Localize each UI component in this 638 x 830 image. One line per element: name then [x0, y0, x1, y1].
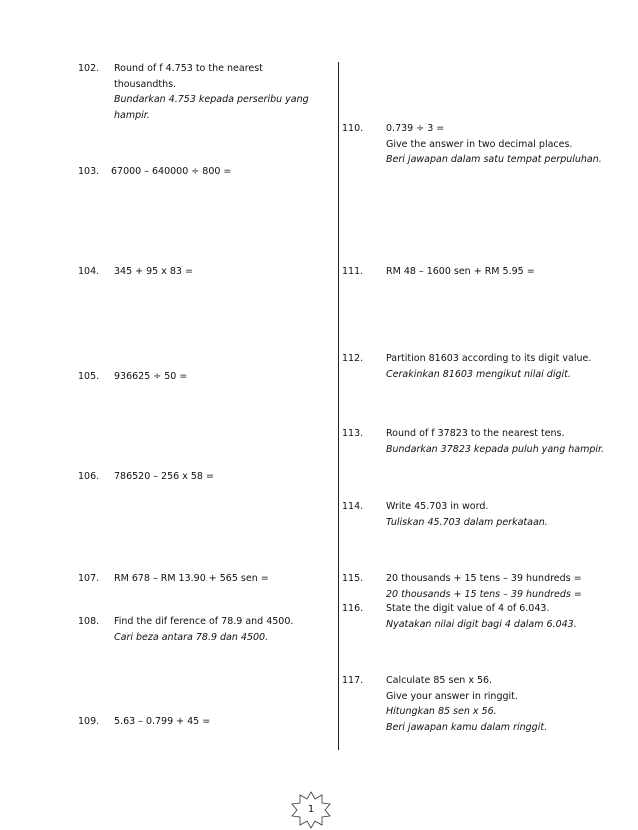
question-text-ms: 20 thousands + 15 tens – 39 hundreds =	[386, 588, 582, 600]
question-number: 103.	[78, 166, 100, 177]
question-number: 106.	[78, 471, 100, 482]
question-text: 67000 – 640000 ÷ 800 =	[111, 166, 232, 177]
question-text: RM 48 – 1600 sen + RM 5.95 =	[386, 266, 535, 277]
question-text: 345 + 95 x 83 =	[114, 266, 193, 277]
question-text: RM 678 – RM 13.90 + 565 sen =	[114, 573, 269, 584]
page-number: 1	[307, 804, 315, 815]
question-number: 108.	[78, 616, 100, 627]
question-text-en: State the digit value of 4 of 6.043.	[386, 603, 550, 614]
question-number: 107.	[78, 573, 100, 584]
question-text-en: Give the answer in two decimal places.	[386, 138, 573, 150]
question-text: 5.63 – 0.799 + 45 =	[114, 716, 211, 727]
question-text-ms: Beri jawapan kamu dalam ringgit.	[386, 721, 548, 733]
question-text-ms: Cerakinkan 81603 mengikut nilai digit.	[386, 368, 571, 380]
question-text-ms: Hitungkan 85 sen x 56.	[386, 706, 497, 717]
question-text-ms: Tuliskan 45.703 dalam perkataan.	[386, 516, 548, 528]
question-text-en: Write 45.703 in word.	[386, 501, 489, 512]
question-text-ms: Nyatakan nilai digit bagi 4 dalam 6.043.	[386, 618, 577, 630]
question-number: 112.	[342, 353, 364, 364]
question-text-en: 20 thousands + 15 tens – 39 hundreds =	[386, 573, 582, 584]
question-number: 105.	[78, 371, 100, 382]
page-number-badge	[288, 790, 334, 830]
question-text-ms: Cari beza antara 78.9 dan 4500.	[114, 631, 269, 643]
question-text-en: Give your answer in ringgit.	[386, 690, 518, 702]
question-text-en: Round of f 37823 to the nearest tens.	[386, 428, 565, 439]
question-text: 0.739 ÷ 3 =	[386, 123, 445, 134]
question-text: 786520 – 256 x 58 =	[114, 471, 214, 482]
question-number: 115.	[342, 573, 364, 584]
question-text: 936625 ÷ 50 =	[114, 371, 188, 382]
question-text-ms: hampir.	[114, 109, 150, 121]
question-number: 102.	[78, 63, 100, 74]
question-number: 104.	[78, 266, 100, 277]
question-text-ms: Beri jawapan dalam satu tempat perpuluhan.	[386, 154, 602, 165]
question-text-en: Round of f 4.753 to the nearest	[114, 63, 263, 74]
question-text-ms: Bundarkan 4.753 kepada perseribu yang	[114, 94, 309, 105]
question-number: 117.	[342, 675, 364, 686]
question-number: 114.	[342, 501, 364, 512]
question-text-en: thousandths.	[114, 78, 177, 90]
question-number: 110.	[342, 123, 364, 134]
question-text-ms: Bundarkan 37823 kepada puluh yang hampir.	[386, 443, 605, 455]
question-number: 116.	[342, 603, 364, 614]
question-number: 113.	[342, 428, 364, 439]
question-text-en: Calculate 85 sen x 56.	[386, 675, 493, 686]
question-number: 109.	[78, 716, 100, 727]
question-number: 111.	[342, 266, 364, 277]
question-text-en: Partition 81603 according to its digit value.	[386, 353, 592, 364]
column-divider	[338, 62, 339, 750]
question-text-en: Find the dif ference of 78.9 and 4500.	[114, 616, 294, 627]
